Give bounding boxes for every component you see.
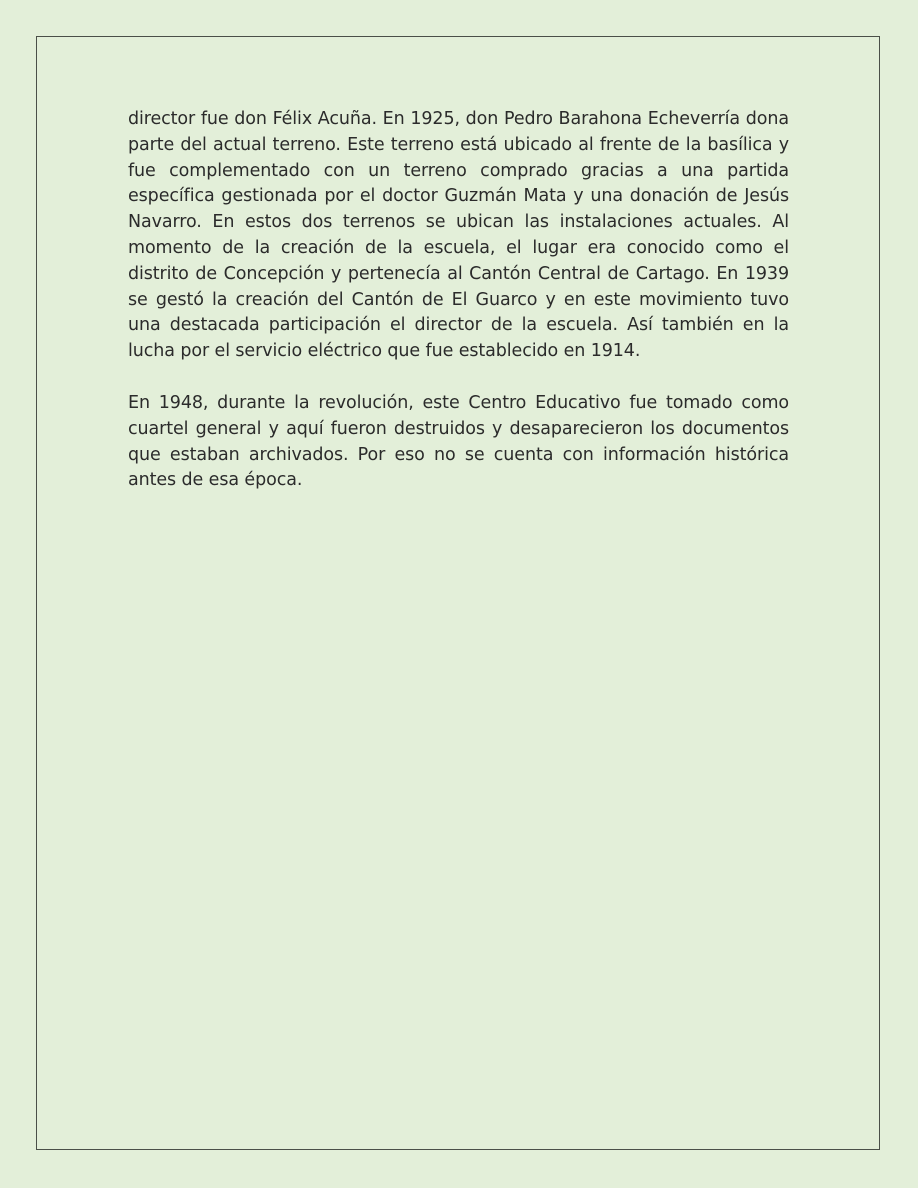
paragraph-history-2: En 1948, durante la revolución, este Centro Educativo fue tomado como cuartel general y aquí fueron destruidos y desaparecieron los documentos que estaban archivados. Por eso no se cuenta con información histórica antes de esa época. [128, 392, 789, 491]
paragraph-history-1: director fue don Félix Acuña. En 1925, don Pedro Barahona Echeverría dona parte del actual terreno. Este terreno está ubicado al frente de la basílica y fue complementado con un terreno comprado gracias a una partida específica gestionada por el doctor Guzmán Mata y una donación de Jesús Navarro. En estos dos terrenos se ubican las instalaciones actuales. Al momento de la creación de la escuela, el lugar era conocido como el distrito de Concepción y pertenecía al Cantón Central de Cartago. En 1939 se gestó la creación del Cantón de El Guarco y en este movimiento tuvo una destacada participación el director de la escuela. Así también en la lucha por el servicio eléctrico que fue establecido en 1914. [128, 109, 789, 362]
document-body [128, 107, 789, 494]
